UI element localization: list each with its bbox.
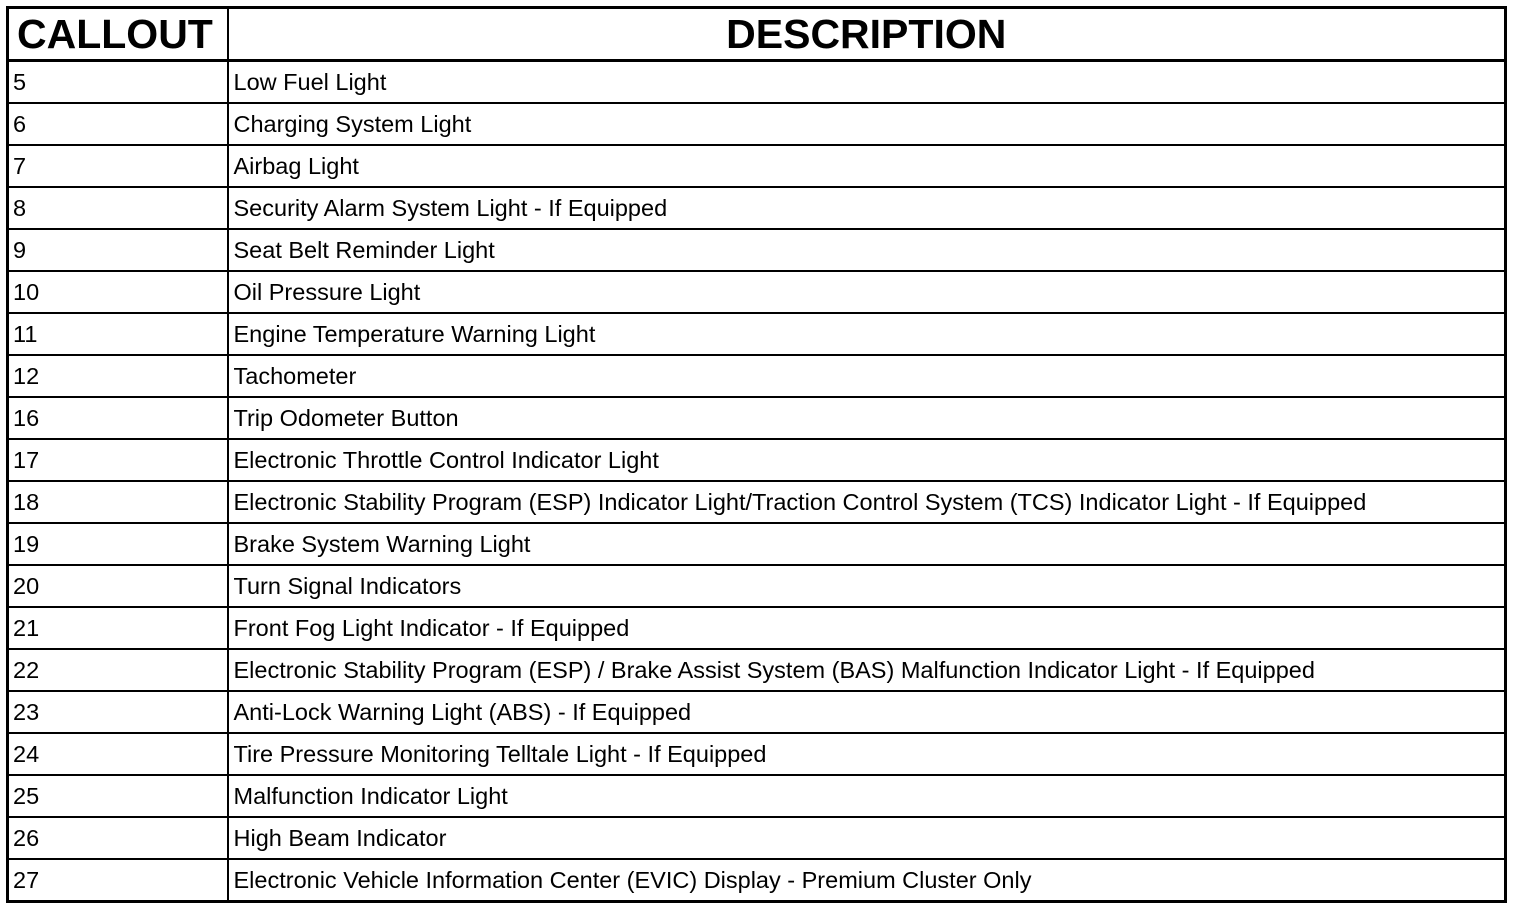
callout-number: 22 — [8, 649, 228, 691]
table-row — [8, 397, 1506, 439]
table-row — [8, 355, 1506, 397]
table-header — [8, 8, 1506, 61]
table-row — [8, 523, 1506, 565]
table-row — [8, 481, 1506, 523]
table-row — [8, 313, 1506, 355]
callout-description: Anti-Lock Warning Light (ABS) - If Equipped — [228, 691, 1506, 733]
callout-number: 9 — [8, 229, 228, 271]
callout-description: Turn Signal Indicators — [228, 565, 1506, 607]
callout-number: 8 — [8, 187, 228, 229]
callout-number: 16 — [8, 397, 228, 439]
table-row — [8, 145, 1506, 187]
callout-number: 23 — [8, 691, 228, 733]
table-row — [8, 187, 1506, 229]
callout-number: 12 — [8, 355, 228, 397]
callout-number: 7 — [8, 145, 228, 187]
callout-number: 21 — [8, 607, 228, 649]
table-row — [8, 565, 1506, 607]
callout-description: Trip Odometer Button — [228, 397, 1506, 439]
table-row — [8, 61, 1506, 104]
callout-number: 26 — [8, 817, 228, 859]
table-row — [8, 439, 1506, 481]
callout-number: 19 — [8, 523, 228, 565]
callout-description: Airbag Light — [228, 145, 1506, 187]
header-callout: CALLOUT — [8, 8, 228, 61]
table-row — [8, 691, 1506, 733]
callout-description: Charging System Light — [228, 103, 1506, 145]
callout-number: 5 — [8, 61, 228, 104]
table-row — [8, 103, 1506, 145]
callout-description: Security Alarm System Light - If Equipped — [228, 187, 1506, 229]
header-row — [8, 8, 1506, 61]
table-row — [8, 859, 1506, 902]
callout-description: High Beam Indicator — [228, 817, 1506, 859]
callout-number: 27 — [8, 859, 228, 902]
callout-number: 10 — [8, 271, 228, 313]
callout-description: Front Fog Light Indicator - If Equipped — [228, 607, 1506, 649]
callout-table — [6, 6, 1507, 903]
callout-description: Electronic Vehicle Information Center (EVIC) Display - Premium Cluster Only — [228, 859, 1506, 902]
callout-description: Low Fuel Light — [228, 61, 1506, 104]
callout-number: 6 — [8, 103, 228, 145]
callout-number: 25 — [8, 775, 228, 817]
table-row — [8, 607, 1506, 649]
callout-description: Electronic Stability Program (ESP) / Brake Assist System (BAS) Malfunction Indicator Light - If Equipped — [228, 649, 1506, 691]
callout-number: 18 — [8, 481, 228, 523]
callout-description: Tire Pressure Monitoring Telltale Light - If Equipped — [228, 733, 1506, 775]
callout-description: Seat Belt Reminder Light — [228, 229, 1506, 271]
table-body — [8, 61, 1506, 902]
callout-description: Engine Temperature Warning Light — [228, 313, 1506, 355]
header-description: DESCRIPTION — [228, 8, 1506, 61]
callout-number: 11 — [8, 313, 228, 355]
callout-description: Electronic Throttle Control Indicator Light — [228, 439, 1506, 481]
table-row — [8, 733, 1506, 775]
table-row — [8, 229, 1506, 271]
table-row — [8, 817, 1506, 859]
callout-description: Oil Pressure Light — [228, 271, 1506, 313]
table-row — [8, 271, 1506, 313]
callout-number: 24 — [8, 733, 228, 775]
callout-description: Tachometer — [228, 355, 1506, 397]
callout-number: 20 — [8, 565, 228, 607]
callout-description: Brake System Warning Light — [228, 523, 1506, 565]
table-row — [8, 775, 1506, 817]
callout-description: Electronic Stability Program (ESP) Indicator Light/Traction Control System (TCS) Indicator Light - If Equipped — [228, 481, 1506, 523]
callout-description: Malfunction Indicator Light — [228, 775, 1506, 817]
table-row — [8, 649, 1506, 691]
callout-number: 17 — [8, 439, 228, 481]
